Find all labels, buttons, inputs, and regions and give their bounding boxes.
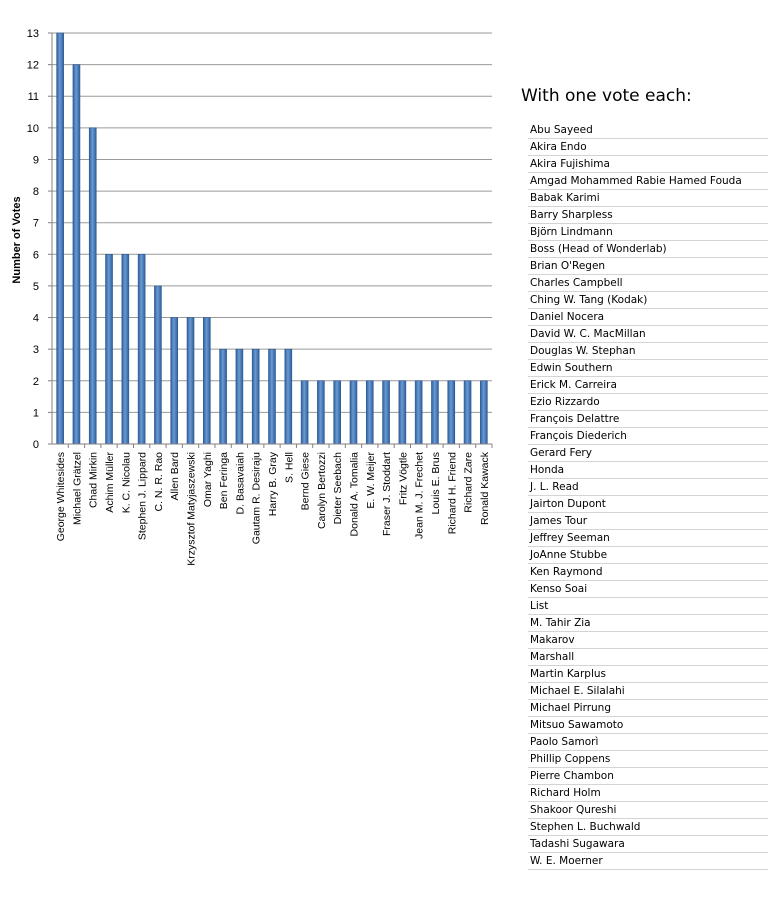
y-tick-label: 4 [32,312,39,325]
one-vote-item: Shakoor Qureshi [528,802,768,819]
one-vote-item: Martin Karplus [528,666,768,683]
x-tick-label: Omar Yaghi [201,452,214,508]
y-tick-labels [27,28,39,451]
one-vote-item: Michael Pirrung [528,700,768,717]
bar [431,381,438,444]
y-tick-label: 8 [32,186,39,199]
x-tick-label: Fritz Vögtle [397,452,410,506]
x-tick-label: Achim Müller [104,452,117,513]
bar [415,381,422,444]
one-vote-item: Charles Campbell [528,275,768,292]
bar [220,349,227,444]
x-tick-label: Donald A. Tomalia [348,452,361,537]
one-vote-item: Honda [528,462,768,479]
bar [57,33,64,444]
one-vote-item: Richard Holm [528,785,768,802]
one-vote-item: James Tour [528,513,768,530]
one-vote-item: Boss (Head of Wonderlab) [528,241,768,258]
one-vote-item: François Delattre [528,411,768,428]
x-tick-label: C. N. R. Rao [152,452,165,512]
x-tick-label: Harry B. Gray [267,452,279,517]
one-vote-item: Jairton Dupont [528,496,768,513]
x-tick-labels [55,451,491,566]
x-tick-label: Carolyn Bertozzi [315,452,328,530]
x-tick-label: Fraser J. Stoddart [381,452,394,537]
one-vote-item: François Diederich [528,428,768,445]
one-vote-item: Edwin Southern [528,360,768,377]
bar [203,318,210,444]
bar [106,254,113,444]
y-tick-label: 1 [32,407,39,420]
y-tick-label: 3 [32,344,39,357]
one-vote-item: Akira Endo [528,139,768,156]
bar [383,381,390,444]
bar [252,349,259,444]
one-vote-title: With one vote each: [521,86,692,106]
x-tick-label: D. Basavaiah [234,452,247,515]
one-vote-item: Jeffrey Seeman [528,530,768,547]
one-vote-item: Paolo Samorì [528,734,768,751]
x-tick-label: Richard H. Friend [446,452,459,535]
one-vote-item: Tadashi Sugawara [528,836,768,853]
one-vote-item: Ezio Rizzardo [528,394,768,411]
y-tick-label: 2 [32,375,39,388]
bar [448,381,455,444]
x-tick-label: E. W. Meijer [364,452,377,509]
one-vote-item: Daniel Nocera [528,309,768,326]
x-tick-label: Richard Zare [462,452,475,513]
one-vote-item: JoAnne Stubbe [528,547,768,564]
one-vote-item: Björn Lindmann [528,224,768,241]
x-tick-label: Jean M. J. Frechet [413,452,426,539]
x-tick-label: Ronald Kawack [478,452,491,525]
bar [350,381,357,444]
one-vote-item: Ching W. Tang (Kodak) [528,292,768,309]
one-vote-item: Akira Fujishima [528,156,768,173]
x-tick-label: George Whitesides [55,452,68,542]
x-tick-label: S. Hell [283,452,296,483]
x-tick-label: Dieter Seebach [332,452,345,525]
one-vote-item: Erick M. Carreira [528,377,768,394]
one-vote-item: M. Tahir Zia [528,615,768,632]
one-vote-item: Douglas W. Stephan [528,343,768,360]
y-tick-label: 13 [26,28,39,40]
one-vote-item: Pierre Chambon [528,768,768,785]
bars [57,33,488,444]
y-tick-label: 0 [32,439,39,451]
bar [187,318,194,444]
bar [73,65,80,444]
x-tick-label: Gautam R. Desiraju [250,452,263,545]
y-tick-label: 5 [32,280,39,293]
vote-bar-chart [0,0,500,600]
bar [334,381,341,444]
bar [89,128,96,444]
bar [138,254,145,444]
bar [301,381,308,444]
x-tick-label: Chad Mirkin [87,452,100,509]
y-tick-label: 9 [32,154,39,167]
x-tick-label: Allen Bard [169,452,182,501]
y-tick-label: 10 [26,122,39,135]
one-vote-item: Gerard Fery [528,445,768,462]
bar [366,381,373,444]
y-tick-label: 11 [27,91,39,104]
one-vote-item: Amgad Mohammed Rabie Hamed Fouda [528,173,768,190]
one-vote-item: Barry Sharpless [528,207,768,224]
one-vote-item: Mitsuo Sawamoto [528,717,768,734]
one-vote-item: J. L. Read [528,479,768,496]
bar [154,286,161,444]
one-vote-item: Brian O'Regen [528,258,768,275]
one-vote-item: Abu Sayeed [528,122,768,139]
x-tick-label: Stephen J. Lippard [136,452,149,541]
one-vote-item: List [528,598,768,615]
x-tick-label: Krzysztof Matyjaszewski [185,452,198,566]
bar [236,349,243,444]
x-tick-label: Louis E. Brus [429,452,442,515]
bar [122,254,129,444]
one-vote-item: Kenso Soai [528,581,768,598]
bar [171,318,178,444]
one-vote-item: Ken Raymond [528,564,768,581]
y-tick-label: 6 [32,249,39,262]
bar [285,349,292,444]
one-vote-list [528,122,768,870]
bar [399,381,406,444]
one-vote-item: Stephen L. Buchwald [528,819,768,836]
bar [480,381,487,444]
one-vote-item: Babak Karimi [528,190,768,207]
y-axis-label: Number of Votes [11,196,23,284]
x-tick-label: K. C. Nicolau [120,452,133,514]
bar [269,349,276,444]
x-tick-label: Bernd Giese [299,452,312,511]
one-vote-item: David W. C. MacMillan [528,326,768,343]
y-tick-label: 7 [32,217,39,230]
one-vote-item: Marshall [528,649,768,666]
one-vote-item: Michael E. Silalahi [528,683,768,700]
one-vote-item: W. E. Moerner [528,853,768,870]
x-tick-label: Michael Grätzel [71,452,84,525]
one-vote-item: Makarov [528,632,768,649]
x-tick-label: Ben Feringa [218,452,231,510]
bar [317,381,324,444]
bar [464,381,471,444]
y-tick-label: 12 [26,59,39,72]
one-vote-item: Phillip Coppens [528,751,768,768]
